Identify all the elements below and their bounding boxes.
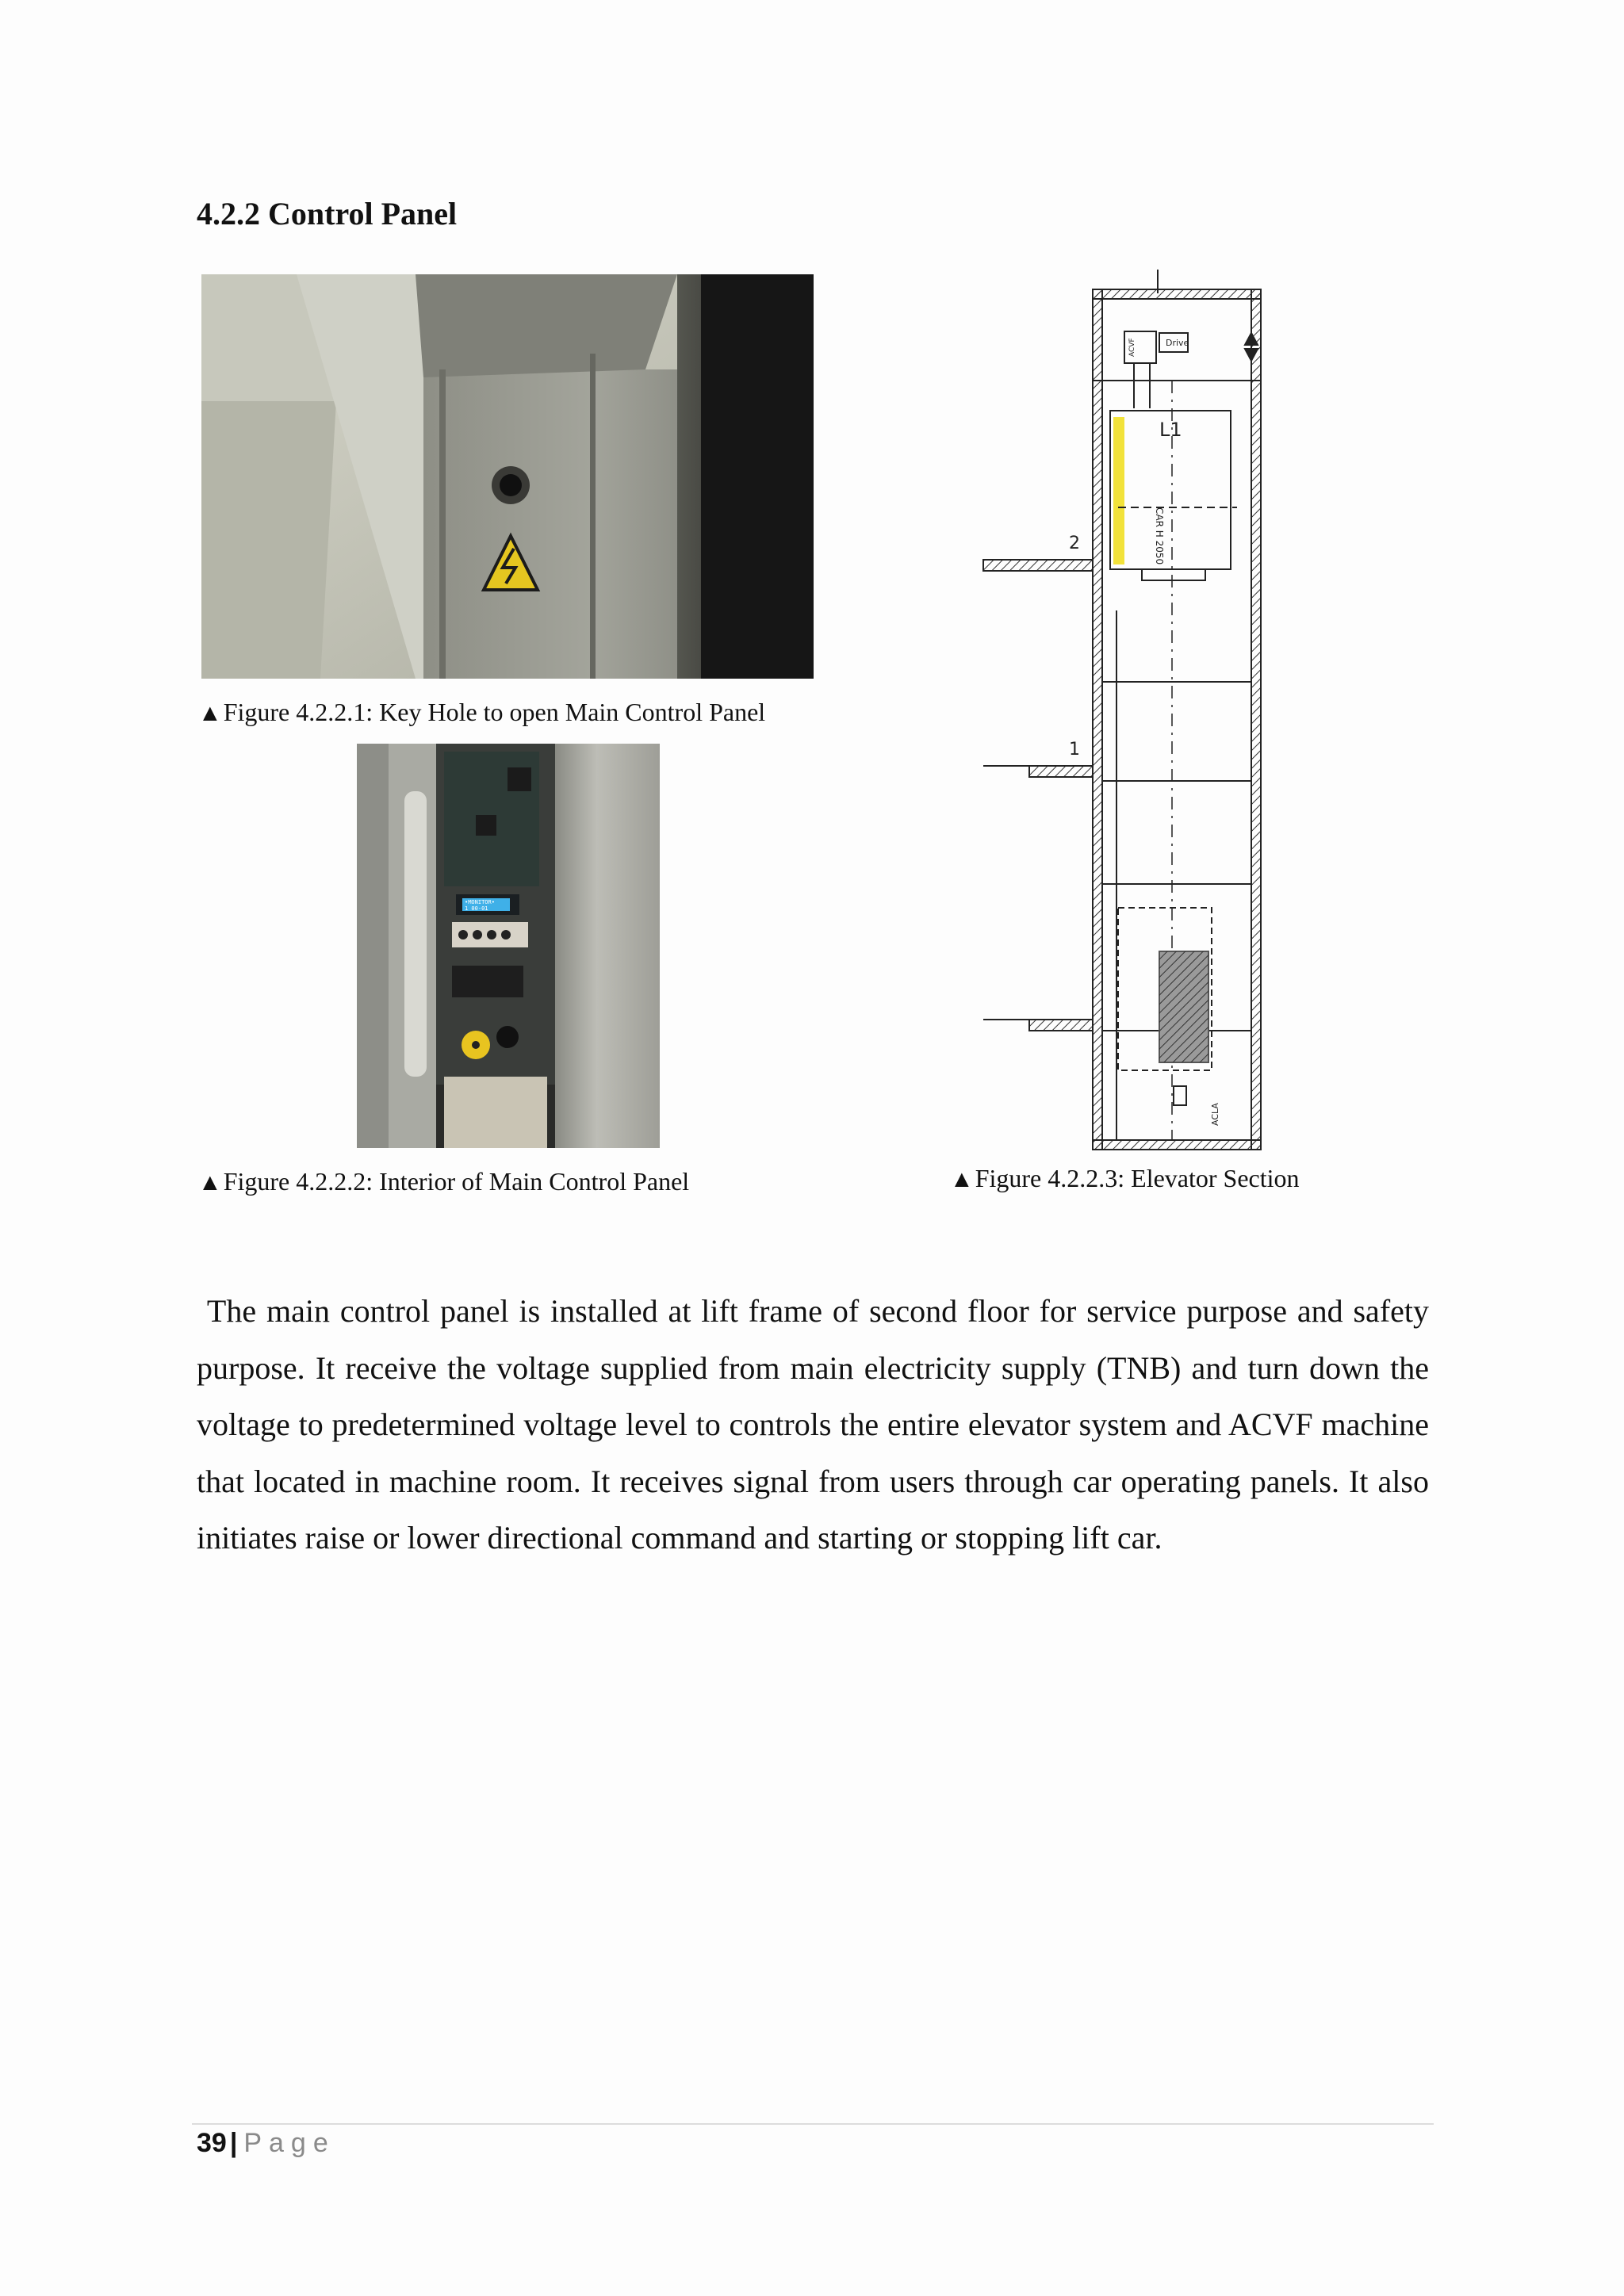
floor-1-label: 1 (1069, 740, 1080, 760)
caption-text: Figure 4.2.2.2: Interior of Main Control Panel (223, 1167, 690, 1196)
caption-text: Figure 4.2.2.1: Key Hole to open Main Control Panel (223, 698, 766, 726)
panel-display-line2: 1 00-01 (465, 905, 488, 912)
page-number: 39 (197, 2128, 227, 2158)
keyhole-photo (201, 274, 814, 679)
figure-caption-3 (950, 1164, 1300, 1193)
panel-display-line1: •MONITOR• (465, 899, 495, 905)
drive-label: Drive (1166, 338, 1189, 348)
figure-caption-2 (198, 1167, 689, 1196)
triangle-icon: ▲ (198, 1169, 222, 1196)
triangle-icon: ▲ (198, 700, 222, 726)
footer-separator: | (229, 2128, 238, 2158)
caption-text: Figure 4.2.2.3: Elevator Section (975, 1164, 1300, 1192)
section-heading: 4.2.2 Control Panel (197, 196, 458, 232)
figure-caption-1 (198, 698, 765, 727)
body-paragraph-text: The main control panel is installed at lift frame of second floor for service purpose and safety purpose. It receive the voltage supplied from main electricity supply (TNB) and turn down the voltage to predetermined voltage level to controls the entire elevator system and ACVF machine that located in machine room. It receives signal from users through car operating panels. It also initiates raise or lower directional command and starting or stopping lift car. (197, 1293, 1430, 1556)
elevator-section-drawing (952, 270, 1285, 1158)
floor-2-label: 2 (1069, 534, 1080, 553)
car-note-label: CAR H 2050 (1154, 507, 1165, 565)
control-panel-interior-photo (357, 744, 660, 1148)
page-label: Page (243, 2128, 335, 2158)
triangle-icon: ▲ (950, 1166, 974, 1192)
page-footer (197, 2128, 335, 2159)
acvf-label: ACVF (1128, 338, 1136, 357)
pit-label: ACLA (1210, 1103, 1220, 1126)
body-paragraph (197, 1283, 1429, 1567)
car-label: L1 (1159, 419, 1182, 441)
footer-divider (192, 2123, 1434, 2125)
